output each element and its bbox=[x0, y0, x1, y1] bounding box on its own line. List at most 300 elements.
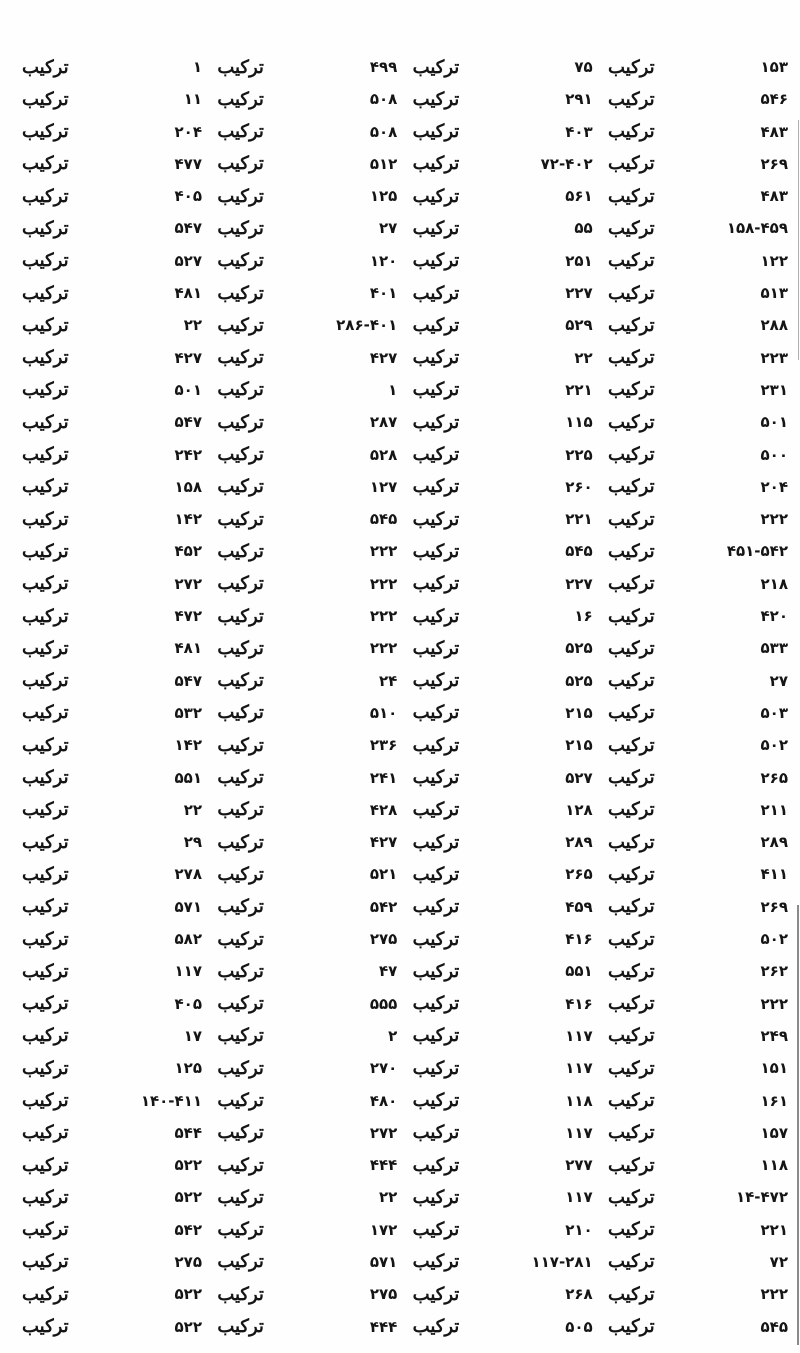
entry-page-number: ۱۲۲ bbox=[760, 251, 788, 270]
entry-page-number: ۱۷ bbox=[183, 1026, 202, 1045]
entry-page-number: ۱۲۰ bbox=[369, 251, 398, 270]
index-entry bbox=[608, 504, 788, 534]
entry-page-number: ۱۱۷ bbox=[565, 1059, 593, 1078]
entry-page-number: ۵۰۲ bbox=[760, 736, 788, 755]
index-entry bbox=[22, 1021, 202, 1051]
entry-page-number: ۵۴۶ bbox=[760, 90, 788, 109]
entry-page-number: ۵۴۷ bbox=[174, 413, 202, 432]
entry-page-number: ۲۲۲ bbox=[369, 639, 398, 658]
entry-page-number: ۲۲۷ bbox=[565, 574, 593, 593]
entry-term: ترکیب bbox=[22, 476, 69, 498]
index-entry bbox=[22, 1053, 202, 1083]
index-entry bbox=[217, 1053, 397, 1083]
entry-page-number: ۲۸۹ bbox=[565, 833, 593, 852]
index-entry bbox=[608, 601, 788, 631]
entry-page-number: ۴۵۱-۵۴۲ bbox=[726, 542, 788, 561]
index-entry bbox=[608, 1312, 788, 1342]
index-entry bbox=[217, 278, 397, 308]
index-entry bbox=[217, 601, 397, 631]
entry-page-number: ۴۸۳ bbox=[760, 187, 788, 206]
entry-page-number: ۲۸۶-۴۰۱ bbox=[336, 316, 398, 335]
entry-term: ترکیب bbox=[217, 960, 264, 982]
entry-page-number: ۱۶ bbox=[574, 607, 593, 626]
entry-page-number: ۱۱۸ bbox=[760, 1156, 788, 1175]
entry-term: ترکیب bbox=[22, 153, 69, 175]
entry-term: ترکیب bbox=[217, 1090, 264, 1111]
entry-term: ترکیب bbox=[607, 540, 655, 562]
index-entry bbox=[413, 795, 593, 825]
index-entry bbox=[217, 1150, 397, 1180]
entry-page-number: ۲۱۸ bbox=[760, 574, 788, 593]
entry-page-number: ۵۲۵ bbox=[565, 671, 593, 690]
entry-term: ترکیب bbox=[412, 347, 460, 369]
entry-page-number: ۱۱۵ bbox=[565, 413, 593, 432]
entry-page-number: ۲۷۲ bbox=[174, 574, 202, 593]
entry-page-number: ۴۷ bbox=[379, 962, 398, 981]
entry-term: ترکیب bbox=[22, 993, 69, 1015]
entry-page-number: ۵۰۵ bbox=[565, 1317, 593, 1336]
entry-term: ترکیب bbox=[607, 314, 655, 336]
index-entry bbox=[413, 989, 593, 1019]
entry-term: ترکیب bbox=[22, 831, 69, 853]
index-entry bbox=[22, 989, 202, 1019]
entry-page-number: ۴۱۶ bbox=[565, 994, 593, 1013]
entry-page-number: ۵۴۵ bbox=[565, 542, 593, 561]
entry-term: ترکیب bbox=[607, 1090, 655, 1111]
index-entry bbox=[217, 1182, 397, 1212]
entry-term: ترکیب bbox=[412, 928, 460, 950]
entry-term: ترکیب bbox=[412, 121, 460, 143]
index-entry bbox=[22, 730, 202, 760]
entry-term: ترکیب bbox=[22, 1283, 69, 1305]
entry-page-number: ۵۵۱ bbox=[174, 768, 202, 787]
entry-term: ترکیب bbox=[607, 863, 655, 885]
index-entry bbox=[22, 117, 202, 147]
index-entry bbox=[22, 1086, 202, 1116]
index-entry bbox=[217, 1312, 397, 1342]
index-entry bbox=[413, 84, 593, 114]
index-entry bbox=[608, 407, 788, 437]
index-entry bbox=[22, 1215, 202, 1245]
entry-term: ترکیب bbox=[412, 670, 460, 692]
entry-term: ترکیب bbox=[217, 56, 264, 78]
index-entry bbox=[413, 52, 593, 82]
entry-page-number: ۵۲۲ bbox=[174, 1156, 202, 1175]
entry-term: ترکیب bbox=[607, 476, 655, 498]
index-entry bbox=[22, 1150, 202, 1180]
entry-page-number: ۵۷۱ bbox=[174, 897, 202, 916]
index-entry bbox=[413, 1021, 593, 1051]
index-entry bbox=[217, 375, 397, 405]
index-entry bbox=[22, 375, 202, 405]
index-entry bbox=[608, 310, 788, 340]
index-columns bbox=[22, 52, 788, 1342]
entry-term: ترکیب bbox=[412, 573, 460, 595]
entry-page-number: ۱۴۲ bbox=[174, 736, 202, 755]
entry-page-number: ۲۷۵ bbox=[369, 1285, 398, 1304]
entry-page-number: ۲۶۲ bbox=[760, 962, 788, 981]
index-entry bbox=[217, 536, 397, 566]
entry-page-number: ۵۲۱ bbox=[369, 865, 398, 884]
entry-page-number: ۵۷۱ bbox=[369, 1252, 398, 1271]
index-entry bbox=[608, 213, 788, 243]
entry-page-number: ۲۲۱ bbox=[760, 1220, 788, 1239]
index-entry bbox=[608, 956, 788, 986]
entry-term: ترکیب bbox=[22, 411, 69, 433]
index-entry bbox=[217, 859, 397, 889]
entry-term: ترکیب bbox=[412, 702, 460, 724]
entry-page-number: ۱۱۸ bbox=[565, 1091, 593, 1110]
index-entry bbox=[22, 892, 202, 922]
index-entry bbox=[217, 892, 397, 922]
index-entry bbox=[217, 795, 397, 825]
entry-page-number: ۵۵۱ bbox=[565, 962, 593, 981]
entry-term: ترکیب bbox=[412, 605, 460, 627]
entry-term: ترکیب bbox=[22, 121, 69, 143]
index-entry bbox=[413, 375, 593, 405]
entry-page-number: ۲۷۰ bbox=[369, 1059, 398, 1078]
entry-page-number: ۲۷۸ bbox=[174, 865, 202, 884]
entry-page-number: ۲۱۱ bbox=[760, 800, 788, 819]
entry-term: ترکیب bbox=[607, 121, 655, 143]
entry-page-number: ۱۱۷ bbox=[174, 962, 202, 981]
entry-page-number: ۲۳۱ bbox=[760, 380, 788, 399]
entry-term: ترکیب bbox=[217, 1219, 264, 1241]
entry-term: ترکیب bbox=[412, 411, 460, 433]
entry-page-number: ۴۴۴ bbox=[369, 1156, 398, 1175]
entry-page-number: ۲۴۲ bbox=[174, 445, 202, 464]
index-entry bbox=[217, 1215, 397, 1245]
entry-page-number: ۲۲۵ bbox=[565, 445, 593, 464]
index-entry bbox=[413, 407, 593, 437]
index-entry bbox=[217, 1118, 397, 1148]
entry-page-number: ۷۵ bbox=[574, 58, 593, 76]
index-entry bbox=[413, 601, 593, 631]
index-entry bbox=[413, 1279, 593, 1309]
entry-page-number: ۵۳۲ bbox=[174, 703, 202, 722]
index-entry bbox=[608, 730, 788, 760]
entry-page-number: ۴۰۳ bbox=[565, 122, 593, 141]
index-entry bbox=[413, 310, 593, 340]
index-entry bbox=[413, 827, 593, 857]
entry-term: ترکیب bbox=[217, 928, 264, 950]
entry-page-number: ۱۲۷ bbox=[369, 477, 398, 496]
entry-term: ترکیب bbox=[217, 1122, 264, 1144]
index-entry bbox=[413, 633, 593, 663]
index-entry bbox=[413, 730, 593, 760]
entry-term: ترکیب bbox=[217, 734, 264, 756]
entry-page-number: ۲۲۲ bbox=[369, 542, 398, 561]
index-entry bbox=[608, 1086, 788, 1116]
entry-page-number: ۲۲۳ bbox=[760, 348, 788, 367]
index-entry bbox=[22, 763, 202, 793]
entry-term: ترکیب bbox=[217, 347, 264, 369]
page-edge-shadow bbox=[798, 120, 799, 360]
index-entry bbox=[608, 52, 788, 82]
entry-term: ترکیب bbox=[22, 88, 69, 110]
entry-term: ترکیب bbox=[22, 1316, 69, 1338]
entry-page-number: ۲۲ bbox=[379, 1188, 398, 1207]
index-entry bbox=[217, 149, 397, 179]
entry-term: ترکیب bbox=[607, 185, 655, 207]
entry-page-number: ۴۰۵ bbox=[174, 187, 202, 206]
index-entry bbox=[217, 1021, 397, 1051]
entry-term: ترکیب bbox=[607, 1122, 655, 1144]
entry-page-number: ۲۲۷ bbox=[565, 284, 593, 303]
entry-term: ترکیب bbox=[217, 508, 264, 530]
entry-term: ترکیب bbox=[412, 153, 460, 175]
index-entry bbox=[608, 440, 788, 470]
index-entry bbox=[22, 504, 202, 534]
index-entry bbox=[217, 343, 397, 373]
entry-term: ترکیب bbox=[412, 88, 460, 110]
index-entry bbox=[22, 569, 202, 599]
index-entry bbox=[413, 504, 593, 534]
entry-page-number: ۱ bbox=[192, 58, 202, 76]
entry-page-number: ۴۸۱ bbox=[174, 639, 202, 658]
entry-page-number: ۲۲۱ bbox=[565, 510, 593, 529]
entry-term: ترکیب bbox=[607, 379, 655, 401]
entry-page-number: ۲۸۹ bbox=[760, 833, 788, 852]
index-entry bbox=[608, 989, 788, 1019]
entry-page-number: ۵۱۲ bbox=[369, 154, 398, 173]
entry-term: ترکیب bbox=[217, 1251, 264, 1273]
entry-term: ترکیب bbox=[217, 121, 264, 143]
entry-term: ترکیب bbox=[412, 476, 460, 498]
index-entry bbox=[217, 924, 397, 954]
index-entry bbox=[217, 310, 397, 340]
entry-page-number: ۱۲۵ bbox=[174, 1059, 202, 1078]
entry-page-number: ۲۲۱ bbox=[565, 380, 593, 399]
entry-page-number: ۵۰۱ bbox=[760, 413, 788, 432]
entry-page-number: ۱۱۷ bbox=[565, 1123, 593, 1142]
index-entry bbox=[413, 278, 593, 308]
index-entry bbox=[217, 827, 397, 857]
entry-term: ترکیب bbox=[607, 1283, 655, 1305]
entry-page-number: ۱۴۰-۴۱۱ bbox=[140, 1091, 202, 1110]
entry-page-number: ۴۸۰ bbox=[369, 1091, 398, 1110]
index-entry bbox=[22, 246, 202, 276]
entry-page-number: ۴۱۶ bbox=[565, 930, 593, 949]
entry-term: ترکیب bbox=[217, 250, 264, 272]
entry-page-number: ۵۲۲ bbox=[174, 1285, 202, 1304]
entry-term: ترکیب bbox=[22, 314, 69, 336]
entry-term: ترکیب bbox=[22, 185, 69, 207]
entry-page-number: ۵۴۵ bbox=[760, 1317, 788, 1336]
entry-term: ترکیب bbox=[412, 799, 460, 821]
index-entry bbox=[217, 213, 397, 243]
index-entry bbox=[413, 213, 593, 243]
index-entry bbox=[608, 763, 788, 793]
entry-page-number: ۵۸۲ bbox=[174, 930, 202, 949]
entry-term: ترکیب bbox=[217, 1283, 264, 1305]
index-entry bbox=[608, 698, 788, 728]
entry-term: ترکیب bbox=[607, 1219, 655, 1241]
entry-term: ترکیب bbox=[22, 217, 69, 239]
index-entry bbox=[413, 569, 593, 599]
entry-term: ترکیب bbox=[412, 960, 460, 982]
entry-term: ترکیب bbox=[607, 670, 655, 692]
entry-page-number: ۱۱۷ bbox=[565, 1188, 593, 1207]
entry-term: ترکیب bbox=[607, 411, 655, 433]
index-entry bbox=[217, 1247, 397, 1277]
entry-term: ترکیب bbox=[412, 508, 460, 530]
index-entry bbox=[22, 859, 202, 889]
entry-term: ترکیب bbox=[217, 831, 264, 853]
entry-page-number: ۵۴۷ bbox=[174, 219, 202, 238]
index-entry bbox=[413, 892, 593, 922]
entry-term: ترکیب bbox=[607, 734, 655, 756]
entry-term: ترکیب bbox=[607, 153, 655, 175]
entry-page-number: ۲۰۴ bbox=[760, 477, 788, 496]
entry-term: ترکیب bbox=[607, 508, 655, 530]
entry-page-number: ۴۷۷ bbox=[174, 154, 202, 173]
index-entry bbox=[608, 117, 788, 147]
entry-page-number: ۵۴۴ bbox=[174, 1123, 202, 1142]
index-entry bbox=[22, 213, 202, 243]
index-entry bbox=[608, 278, 788, 308]
entry-page-number: ۵۰۳ bbox=[760, 703, 788, 722]
entry-page-number: ۴۲۷ bbox=[174, 348, 202, 367]
entry-term: ترکیب bbox=[217, 411, 264, 433]
entry-term: ترکیب bbox=[607, 702, 655, 724]
entry-term: ترکیب bbox=[217, 540, 264, 562]
index-entry bbox=[608, 892, 788, 922]
index-entry bbox=[608, 1182, 788, 1212]
entry-term: ترکیب bbox=[217, 1186, 264, 1208]
entry-page-number: ۲۶۸ bbox=[565, 1285, 593, 1304]
entry-term: ترکیب bbox=[22, 1186, 69, 1208]
entry-page-number: ۱۶۱ bbox=[760, 1091, 788, 1110]
index-entry bbox=[413, 472, 593, 502]
entry-term: ترکیب bbox=[217, 702, 264, 724]
index-entry bbox=[413, 1086, 593, 1116]
entry-term: ترکیب bbox=[607, 1186, 655, 1208]
index-entry bbox=[22, 278, 202, 308]
entry-page-number: ۱۵۳ bbox=[760, 58, 788, 76]
entry-page-number: ۲۷۵ bbox=[369, 930, 398, 949]
index-entry bbox=[413, 181, 593, 211]
entry-page-number: ۵۰۸ bbox=[369, 122, 398, 141]
entry-term: ترکیب bbox=[412, 1090, 460, 1111]
index-entry bbox=[413, 1053, 593, 1083]
entry-term: ترکیب bbox=[22, 540, 69, 562]
entry-term: ترکیب bbox=[607, 1316, 655, 1338]
index-entry bbox=[217, 569, 397, 599]
entry-term: ترکیب bbox=[217, 217, 264, 239]
entry-page-number: ۲۲۲ bbox=[760, 510, 788, 529]
entry-page-number: ۱۲۵ bbox=[369, 187, 398, 206]
index-entry bbox=[608, 1215, 788, 1245]
entry-page-number: ۵۵۵ bbox=[369, 994, 398, 1013]
entry-term: ترکیب bbox=[22, 637, 69, 659]
entry-term: ترکیب bbox=[22, 960, 69, 982]
entry-term: ترکیب bbox=[412, 282, 460, 304]
entry-term: ترکیب bbox=[607, 1057, 655, 1079]
entry-term: ترکیب bbox=[607, 896, 655, 918]
entry-term: ترکیب bbox=[607, 928, 655, 950]
entry-page-number: ۴۲۸ bbox=[369, 800, 398, 819]
entry-term: ترکیب bbox=[607, 56, 655, 78]
entry-term: ترکیب bbox=[607, 993, 655, 1015]
entry-term: ترکیب bbox=[607, 1154, 655, 1176]
entry-page-number: ۲۶۰ bbox=[565, 477, 593, 496]
index-entry bbox=[217, 666, 397, 696]
entry-page-number: ۵۰۲ bbox=[760, 930, 788, 949]
index-entry bbox=[608, 472, 788, 502]
index-entry bbox=[608, 343, 788, 373]
entry-page-number: ۱۵۷ bbox=[760, 1123, 788, 1142]
entry-page-number: ۲۹۱ bbox=[565, 90, 593, 109]
index-entry bbox=[413, 149, 593, 179]
entry-page-number: ۵۶۱ bbox=[565, 187, 593, 206]
entry-term: ترکیب bbox=[22, 347, 69, 369]
entry-page-number: ۵۴۲ bbox=[369, 897, 398, 916]
entry-term: ترکیب bbox=[22, 250, 69, 272]
entry-term: ترکیب bbox=[607, 799, 655, 821]
entry-term: ترکیب bbox=[412, 637, 460, 659]
index-entry bbox=[217, 246, 397, 276]
entry-term: ترکیب bbox=[607, 573, 655, 595]
entry-term: ترکیب bbox=[412, 250, 460, 272]
index-entry bbox=[22, 698, 202, 728]
entry-term: ترکیب bbox=[607, 1025, 655, 1047]
entry-term: ترکیب bbox=[217, 767, 264, 789]
entry-term: ترکیب bbox=[22, 1090, 69, 1111]
entry-term: ترکیب bbox=[412, 540, 460, 562]
entry-term: ترکیب bbox=[607, 1251, 655, 1273]
entry-page-number: ۱۱ bbox=[183, 90, 202, 109]
entry-page-number: ۴۷۲ bbox=[174, 607, 202, 626]
entry-term: ترکیب bbox=[217, 185, 264, 207]
entry-page-number: ۱۱۷-۲۸۱ bbox=[531, 1252, 593, 1271]
index-entry bbox=[22, 84, 202, 114]
entry-page-number: ۲۲ bbox=[183, 800, 202, 819]
index-entry bbox=[217, 989, 397, 1019]
entry-page-number: ۲۲۲ bbox=[369, 574, 398, 593]
entry-term: ترکیب bbox=[217, 314, 264, 336]
entry-page-number: ۵۲۷ bbox=[174, 251, 202, 270]
index-entry bbox=[413, 956, 593, 986]
entry-page-number: ۴۹۹ bbox=[369, 58, 398, 76]
index-entry bbox=[22, 181, 202, 211]
entry-page-number: ۲۴۹ bbox=[760, 1026, 788, 1045]
index-entry bbox=[413, 1118, 593, 1148]
index-entry bbox=[608, 859, 788, 889]
entry-page-number: ۵۴۲ bbox=[174, 1220, 202, 1239]
index-entry bbox=[608, 246, 788, 276]
entry-page-number: ۷۲-۴۰۲ bbox=[540, 154, 593, 173]
entry-page-number: ۵۲۷ bbox=[565, 768, 593, 787]
index-entry bbox=[608, 1247, 788, 1277]
index-entry bbox=[22, 956, 202, 986]
entry-page-number: ۲۷۲ bbox=[369, 1123, 398, 1142]
page-edge-line bbox=[797, 905, 799, 1345]
entry-page-number: ۵۳۳ bbox=[760, 639, 788, 658]
entry-term: ترکیب bbox=[412, 1057, 460, 1079]
entry-term: ترکیب bbox=[22, 1122, 69, 1144]
index-entry bbox=[22, 407, 202, 437]
index-entry bbox=[413, 1215, 593, 1245]
entry-page-number: ۴۸۱ bbox=[174, 284, 202, 303]
entry-term: ترکیب bbox=[22, 1219, 69, 1241]
entry-term: ترکیب bbox=[412, 896, 460, 918]
index-entry bbox=[413, 1312, 593, 1342]
entry-term: ترکیب bbox=[607, 88, 655, 110]
index-entry bbox=[22, 827, 202, 857]
entry-page-number: ۴۰۱ bbox=[369, 284, 398, 303]
entry-term: ترکیب bbox=[607, 960, 655, 982]
